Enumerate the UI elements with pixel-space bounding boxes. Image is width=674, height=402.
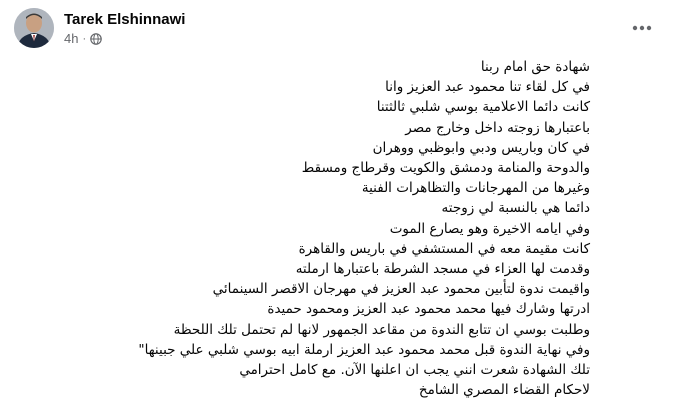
post-line: دائما هي بالنسبة لي زوجته xyxy=(441,200,590,217)
post-line: كانت دائما الاعلامية بوسي شلبي ثالثتنا xyxy=(376,99,590,116)
post-line: وغيرها من المهرجانات والتظاهرات الفنية xyxy=(361,180,590,197)
post-line: في كان وباريس ودبي وابوظبي ووهران xyxy=(372,139,590,156)
author-avatar[interactable] xyxy=(14,8,54,48)
post-text xyxy=(70,57,590,400)
post-line: لاحكام القضاء المصري الشامخ xyxy=(418,382,590,399)
post-line: وفي نهاية الندوة قبل محمد محمود عبد العزيز ارملة ابيه بوسي شلبي علي جبينها" xyxy=(138,341,590,358)
post-line: وطلبت بوسي ان تتابع الندوة من مقاعد الجمهور لانها لم تحتمل تلك اللحظة xyxy=(173,321,590,338)
post-line: وفي ايامه الاخيرة وهو يصارع الموت xyxy=(389,220,590,237)
post-line: تلك الشهادة شعرت انني يجب ان اعلنها الآن. مع كامل احترامي xyxy=(239,362,590,379)
more-horizontal-icon xyxy=(632,25,652,31)
post-line: والدوحة والمنامة ودمشق والكويت وقرطاج ومسقط xyxy=(301,160,590,177)
post-line: باعتبارها زوجته داخل وخارج مصر xyxy=(405,119,590,136)
post-line: وقدمت لها العزاء في مسجد الشرطة باعتبارها ارملته xyxy=(295,261,590,278)
post-line: ادرتها وشارك فيها محمد محمود عبد العزيز ومحمود حميدة xyxy=(267,301,590,318)
author-name[interactable]: Tarek Elshinnawi xyxy=(64,11,186,28)
globe-icon[interactable] xyxy=(90,33,102,45)
post-line: كانت مقيمة معه في المستشفي في باريس والقاهرة xyxy=(298,240,590,257)
post-header xyxy=(14,6,660,50)
post-line: في كل لقاء تنا محمود عبد العزيز وانا xyxy=(385,79,590,96)
avatar-image xyxy=(14,8,54,48)
post-meta xyxy=(64,31,102,46)
post-line: واقيمت ندوة لتأبين محمود عبد العزيز في مهرجان الاقصر السينمائي xyxy=(212,281,590,298)
post-time[interactable]: 4h xyxy=(64,31,79,46)
meta-separator: · xyxy=(82,32,87,45)
more-options-button[interactable] xyxy=(624,10,660,46)
post-line: شهادة حق امام ربنا xyxy=(480,59,590,75)
